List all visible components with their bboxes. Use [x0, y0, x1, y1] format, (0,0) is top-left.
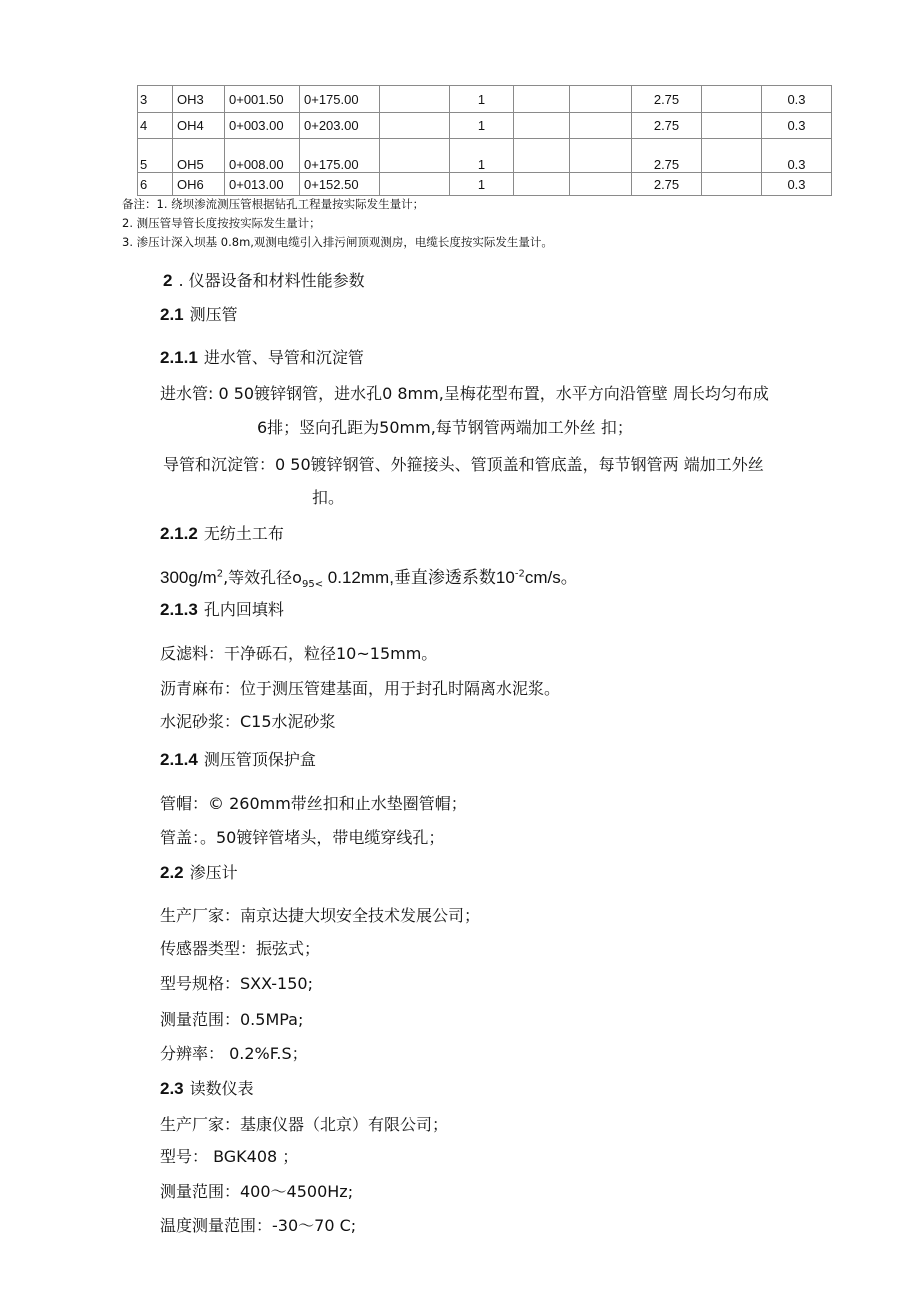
section-number: 2.1.3 — [160, 600, 198, 619]
section-title: 测压管 — [189, 305, 238, 324]
table-cell — [702, 173, 762, 196]
table-cell: 0.3 — [762, 139, 832, 173]
guide-pipe-line-2: 扣。 — [312, 488, 345, 507]
readout-temp-range: 温度测量范围：-30～70 C; — [160, 1216, 357, 1235]
section-title: . 仪器设备和材料性能参数 — [178, 271, 365, 290]
section-number: 2.1 — [160, 305, 184, 324]
table-cell: 0+175.00 — [300, 86, 380, 113]
section-title: 孔内回填料 — [203, 600, 284, 619]
section-number: 2.3 — [160, 1079, 184, 1098]
table-cell: 0+152.50 — [300, 173, 380, 196]
table-cell: 0.3 — [762, 86, 832, 113]
table-cell: 0.3 — [762, 113, 832, 139]
section-2-3-heading — [160, 1076, 254, 1099]
table-cell: 1 — [450, 113, 514, 139]
table-cell: 5 — [138, 139, 173, 173]
table-cell: OH3 — [173, 86, 225, 113]
readout-model: 型号： BGK408 ； — [160, 1147, 299, 1166]
table-cell — [570, 173, 632, 196]
piezometer-resolution: 分辨率： 0.2%F.S； — [160, 1044, 308, 1063]
table-body — [138, 86, 832, 196]
section-title: 渗压计 — [189, 863, 238, 882]
section-title: 无纺土工布 — [203, 524, 284, 543]
table-cell — [380, 173, 450, 196]
table-cell: 2.75 — [632, 139, 702, 173]
section-2-1-1-heading — [160, 345, 364, 368]
table-row — [138, 86, 832, 113]
table-cell — [702, 86, 762, 113]
table-cell: 2.75 — [632, 86, 702, 113]
section-number: 2 — [163, 271, 173, 290]
table-cell — [702, 113, 762, 139]
section-2-heading — [163, 268, 365, 291]
table-cell: 4 — [138, 113, 173, 139]
piezometer-model: 型号规格：SXX-150; — [160, 974, 313, 993]
table-cell — [570, 113, 632, 139]
note-line-1: 备注：1. 绕坝渗流测压管根据钻孔工程量按实际发生量计； — [122, 197, 425, 211]
section-title: 进水管、导管和沉淀管 — [203, 348, 364, 367]
readout-range: 测量范围：400～4500Hz; — [160, 1182, 354, 1201]
table-cell: 6 — [138, 173, 173, 196]
table-cell — [514, 113, 570, 139]
table-cell: 1 — [450, 86, 514, 113]
section-title: 测压管顶保护盒 — [203, 750, 316, 769]
table-cell: 0+013.00 — [225, 173, 300, 196]
table-cell: OH6 — [173, 173, 225, 196]
table-cell: 3 — [138, 86, 173, 113]
table-cell — [702, 139, 762, 173]
note-line-2: 2. 测压管导管长度按按实际发生量计； — [122, 216, 321, 230]
table-cell: 1 — [450, 139, 514, 173]
asphalt-cloth: 沥青麻布：位于测压管建基面，用于封孔时隔离水泥浆。 — [160, 679, 561, 698]
table-row — [138, 173, 832, 196]
section-title: 读数仪表 — [189, 1079, 254, 1098]
piezometer-range: 测量范围：0.5MPa; — [160, 1010, 304, 1029]
table-cell — [380, 139, 450, 173]
cement-mortar: 水泥砂浆：C15水泥砂浆 — [160, 712, 336, 731]
table-cell: OH4 — [173, 113, 225, 139]
section-number: 2.1.1 — [160, 348, 198, 367]
section-number: 2.2 — [160, 863, 184, 882]
piezometer-sensor-type: 传感器类型：振弦式； — [160, 939, 321, 958]
table-cell: 1 — [450, 173, 514, 196]
inlet-pipe-line-2: 6排；竖向孔距为50mm,每节钢管两端加工外丝 扣； — [257, 418, 633, 437]
section-2-1-2-heading — [160, 521, 284, 544]
table-cell — [514, 86, 570, 113]
table-cell — [570, 139, 632, 173]
borehole-table — [137, 85, 832, 196]
table-cell: 0+003.00 — [225, 113, 300, 139]
table-row — [138, 113, 832, 139]
inlet-pipe-line-1: 进水管: 0 50镀锌钢管，进水孔0 8mm,呈梅花型布置，水平方向沿管壁 周长均匀布成 — [160, 384, 769, 403]
filter-material: 反滤料：干净砾石，粒径10~15mm。 — [160, 644, 438, 663]
guide-pipe-line-1: 导管和沉淀管：0 50镀锌钢管、外箍接头、管顶盖和管底盖，每节钢管两 端加工外丝 — [163, 455, 764, 474]
table-cell: OH5 — [173, 139, 225, 173]
table-cell — [380, 86, 450, 113]
section-2-2-heading — [160, 860, 238, 883]
table-cell — [570, 86, 632, 113]
note-line-3: 3. 渗压计深入坝基 0.8m,观测电缆引入排污闸顶观测房，电缆长度按实际发生量计。 — [122, 235, 553, 249]
table-cell — [380, 113, 450, 139]
table-cell: 0+001.50 — [225, 86, 300, 113]
pipe-cap: 管帽：© 260mm带丝扣和止水垫圈管帽； — [160, 794, 467, 813]
table-cell: 0+203.00 — [300, 113, 380, 139]
readout-maker: 生产厂家：基康仪器（北京）有限公司； — [160, 1115, 449, 1134]
table-cell — [514, 173, 570, 196]
table-cell — [514, 139, 570, 173]
section-number: 2.1.2 — [160, 524, 198, 543]
piezometer-maker: 生产厂家：南京达捷大坝安全技术发展公司； — [160, 906, 481, 925]
section-number: 2.1.4 — [160, 750, 198, 769]
section-2-1-4-heading — [160, 747, 316, 770]
table-cell: 2.75 — [632, 173, 702, 196]
table-cell: 0+175.00 — [300, 139, 380, 173]
section-2-1-3-heading — [160, 597, 284, 620]
table-cell: 2.75 — [632, 113, 702, 139]
table-cell: 0.3 — [762, 173, 832, 196]
pipe-cover: 管盖：。50镀锌管堵头，带电缆穿线孔； — [160, 828, 445, 847]
table-cell: 0+008.00 — [225, 139, 300, 173]
table-row — [138, 139, 832, 173]
geotextile-spec: $300g/m^2$,等效孔径$o_{95<}$ 0.12mm,垂直渗透系数$10^{-2}cm/s$。 — [160, 568, 578, 591]
section-2-1-heading — [160, 302, 238, 325]
